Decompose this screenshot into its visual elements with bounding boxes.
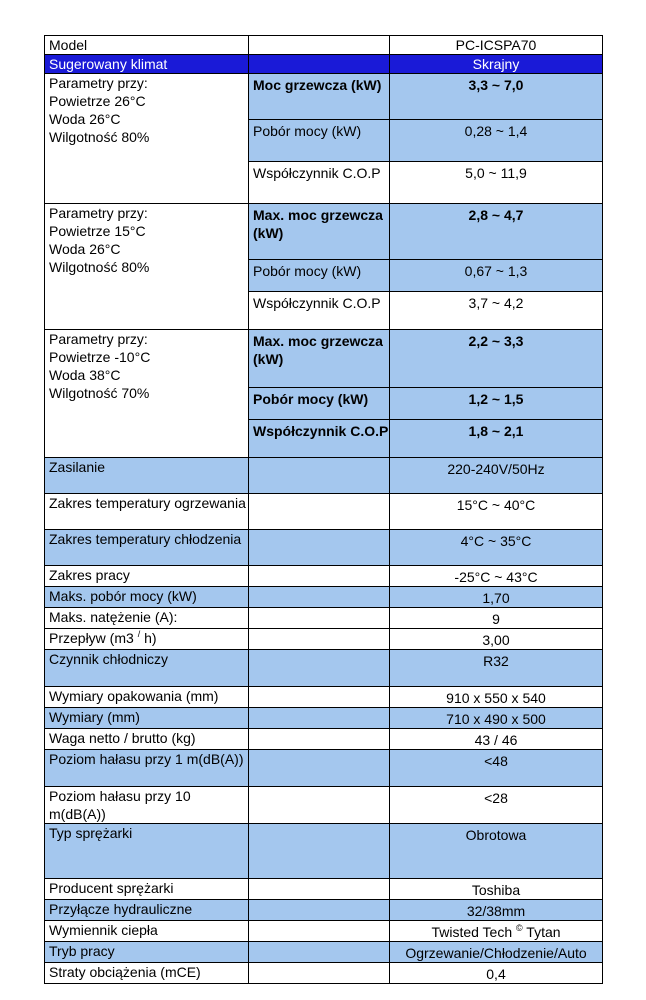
- spec-row: [45, 687, 603, 708]
- spec-empty-cell: [249, 687, 390, 708]
- spec-empty-cell: [249, 587, 390, 608]
- climate-empty-cell: [249, 55, 390, 74]
- spec-value: Ogrzewanie/Chłodzenie/Auto: [390, 942, 603, 963]
- parameter-label: Współczynnik C.O.P: [249, 420, 390, 458]
- spec-label: [45, 629, 249, 650]
- condition-line: Parametry przy:: [49, 331, 148, 347]
- spec-value: 1,70: [390, 587, 603, 608]
- spec-value: 9: [390, 608, 603, 629]
- parameter-label: Współczynnik C.O.P: [249, 292, 390, 330]
- parameter-value: 5,0 ~ 11,9: [390, 162, 603, 204]
- spec-value: 15°C ~ 40°C: [390, 494, 603, 530]
- parameter-label: Moc grzewcza (kW): [249, 74, 390, 120]
- parameter-label: Pobór mocy (kW): [249, 388, 390, 420]
- spec-table-body: [45, 36, 603, 984]
- model-value: PC-ICSPA70: [390, 36, 603, 55]
- parameter-label: Pobór mocy (kW): [249, 260, 390, 292]
- spec-row: [45, 629, 603, 650]
- spec-label: Producent sprężarki: [45, 879, 249, 900]
- model-label: Model: [45, 36, 249, 55]
- spec-value: Toshiba: [390, 879, 603, 900]
- spec-value: <48: [390, 750, 603, 787]
- spec-row: [45, 750, 603, 787]
- condition-line: Parametry przy:: [49, 205, 148, 221]
- condition-line: Powietrze -10°C: [49, 349, 151, 365]
- spec-value: 220-240V/50Hz: [390, 458, 603, 494]
- spec-empty-cell: [249, 879, 390, 900]
- spec-label: Straty obciążenia (mCE): [45, 963, 249, 984]
- spec-empty-cell: [249, 963, 390, 984]
- condition-line: Wilgotność 80%: [49, 259, 150, 275]
- spec-empty-cell: [249, 750, 390, 787]
- parameter-value: 3,3 ~ 7,0: [390, 74, 603, 120]
- spec-value: 32/38mm: [390, 900, 603, 921]
- spec-row: [45, 787, 603, 824]
- spec-empty-cell: [249, 708, 390, 729]
- spec-value: 0,4: [390, 963, 603, 984]
- group-3-row: [45, 330, 603, 388]
- spec-value: -25°C ~ 43°C: [390, 566, 603, 587]
- parameter-value: 2,2 ~ 3,3: [390, 330, 603, 388]
- spec-empty-cell: [249, 629, 390, 650]
- spec-row: [45, 608, 603, 629]
- spec-value: 4°C ~ 35°C: [390, 530, 603, 566]
- spec-label: Wymiary opakowania (mm): [45, 687, 249, 708]
- condition-line: Woda 26°C: [49, 111, 121, 127]
- spec-empty-cell: [249, 942, 390, 963]
- parameter-label: Pobór mocy (kW): [249, 120, 390, 162]
- parameter-value: 1,8 ~ 2,1: [390, 420, 603, 458]
- spec-row: [45, 494, 603, 530]
- parameter-value: 2,8 ~ 4,7: [390, 204, 603, 260]
- spec-label: Poziom hałasu przy 10 m(dB(A)): [45, 787, 249, 824]
- spec-empty-cell: [249, 900, 390, 921]
- spec-empty-cell: [249, 530, 390, 566]
- spec-label: Czynnik chłodniczy: [45, 650, 249, 687]
- parameter-value: 0,67 ~ 1,3: [390, 260, 603, 292]
- spec-row: [45, 729, 603, 750]
- spec-empty-cell: [249, 494, 390, 530]
- spec-label: Waga netto / brutto (kg): [45, 729, 249, 750]
- spec-row: [45, 900, 603, 921]
- model-empty-cell: [249, 36, 390, 55]
- spec-row: [45, 650, 603, 687]
- spec-row: [45, 824, 603, 879]
- group-1-row: [45, 74, 603, 120]
- parameter-value: 0,28 ~ 1,4: [390, 120, 603, 162]
- spec-empty-cell: [249, 921, 390, 942]
- spec-empty-cell: [249, 787, 390, 824]
- spec-value: 43 / 46: [390, 729, 603, 750]
- spec-row: [45, 587, 603, 608]
- parameter-label: Max. moc grzewcza (kW): [249, 204, 390, 260]
- spec-value: [390, 921, 603, 942]
- spec-row: [45, 708, 603, 729]
- condition-line: Wilgotność 80%: [49, 129, 150, 145]
- group-2-row: [45, 204, 603, 260]
- spec-empty-cell: [249, 566, 390, 587]
- spec-table: [44, 35, 603, 984]
- spec-row: [45, 566, 603, 587]
- spec-empty-cell: [249, 650, 390, 687]
- spec-value: 3,00: [390, 629, 603, 650]
- spec-label: Maks. pobór mocy (kW): [45, 587, 249, 608]
- spec-label: Maks. natężenie (A):: [45, 608, 249, 629]
- spec-empty-cell: [249, 824, 390, 879]
- spec-label: Typ sprężarki: [45, 824, 249, 879]
- spec-value: R32: [390, 650, 603, 687]
- spec-label: Zakres pracy: [45, 566, 249, 587]
- parameter-label: Współczynnik C.O.P: [249, 162, 390, 204]
- condition-line: Woda 26°C: [49, 241, 121, 257]
- spec-label: Tryb pracy: [45, 942, 249, 963]
- spec-value-part: ©: [516, 923, 523, 933]
- spec-value: Obrotowa: [390, 824, 603, 879]
- spec-label: Zakres temperatury ogrzewania: [45, 494, 249, 530]
- spec-value-part: Twisted Tech: [431, 924, 517, 940]
- spec-label-part: h): [140, 630, 157, 646]
- table-row-model: [45, 36, 603, 55]
- spec-empty-cell: [249, 458, 390, 494]
- condition-line: Wilgotność 70%: [49, 385, 150, 401]
- spec-row: [45, 942, 603, 963]
- spec-label-part: Przepływ (m3: [49, 630, 138, 646]
- spec-row: [45, 963, 603, 984]
- spec-row: [45, 458, 603, 494]
- parameter-label: Max. moc grzewcza (kW): [249, 330, 390, 388]
- spec-row: [45, 921, 603, 942]
- climate-label: Sugerowany klimat: [45, 55, 249, 74]
- spec-value-part: Tytan: [522, 924, 561, 940]
- spec-label: Przyłącze hydrauliczne: [45, 900, 249, 921]
- condition-line: Parametry przy:: [49, 75, 148, 91]
- spec-value: 910 x 550 x 540: [390, 687, 603, 708]
- spec-empty-cell: [249, 608, 390, 629]
- group-1-conditions: [45, 74, 249, 204]
- spec-row: [45, 530, 603, 566]
- group-2-conditions: [45, 204, 249, 330]
- spec-empty-cell: [249, 729, 390, 750]
- spec-label: Zakres temperatury chłodzenia: [45, 530, 249, 566]
- spec-label: Wymiennik ciepła: [45, 921, 249, 942]
- condition-line: Powietrze 26°C: [49, 93, 146, 109]
- climate-value: Skrajny: [390, 55, 603, 74]
- table-row-climate: [45, 55, 603, 74]
- spec-label: Zasilanie: [45, 458, 249, 494]
- parameter-value: 3,7 ~ 4,2: [390, 292, 603, 330]
- spec-label-part: /: [137, 629, 141, 639]
- condition-line: Woda 38°C: [49, 367, 121, 383]
- spec-row: [45, 879, 603, 900]
- group-3-conditions: [45, 330, 249, 458]
- condition-line: Powietrze 15°C: [49, 223, 146, 239]
- spec-value: 710 x 490 x 500: [390, 708, 603, 729]
- spec-label: Poziom hałasu przy 1 m(dB(A)): [45, 750, 249, 787]
- parameter-value: 1,2 ~ 1,5: [390, 388, 603, 420]
- spec-value: <28: [390, 787, 603, 824]
- spec-label: Wymiary (mm): [45, 708, 249, 729]
